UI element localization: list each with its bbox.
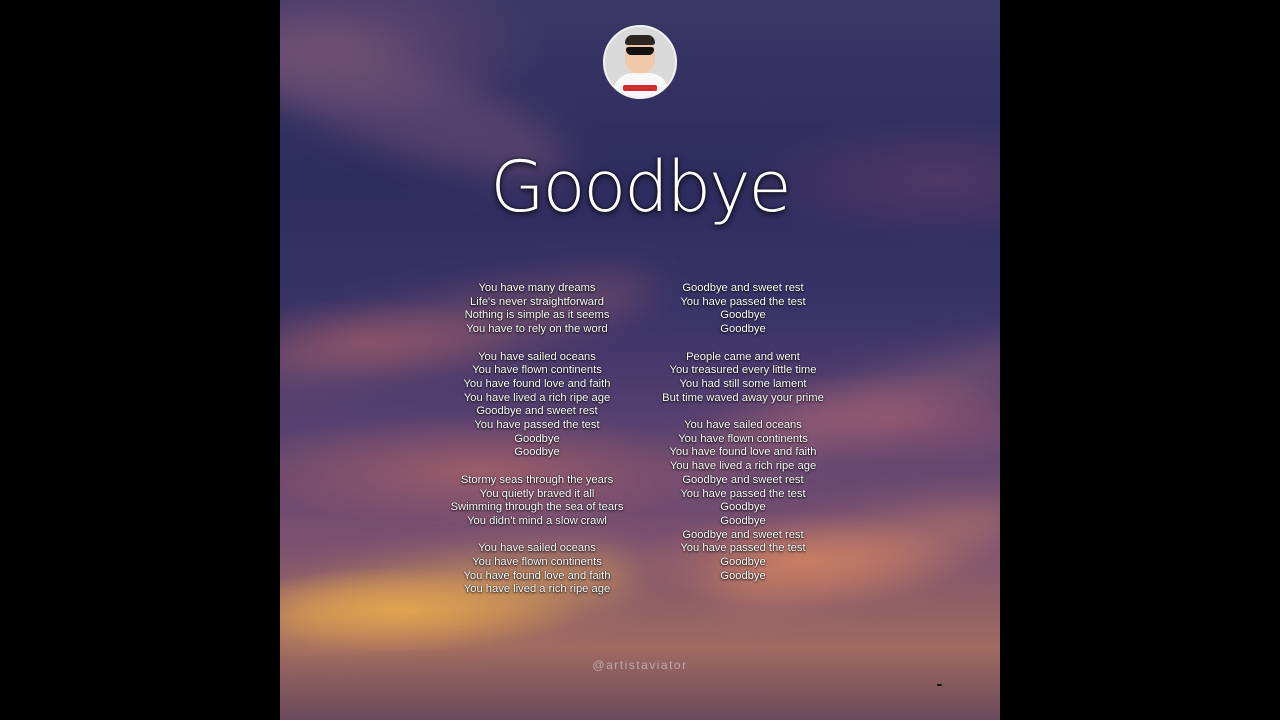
stanza (437, 542, 637, 597)
poem-line: You quietly braved it all (479, 487, 595, 500)
poem-line: You have lived a rich ripe age (463, 583, 611, 596)
poem-line: Goodbye and sweet rest (682, 282, 804, 294)
poem-line: You have flown continents (678, 432, 808, 445)
poem-title: Goodbye (490, 146, 790, 228)
poem-line: You have passed the test (680, 542, 806, 555)
avatar (603, 25, 677, 99)
stanza (643, 282, 843, 337)
poem-line: You have found love and faith (463, 377, 611, 390)
avatar-hair (625, 35, 655, 45)
poem-line: You have passed the test (474, 419, 600, 432)
poem-line: You have flown continents (472, 556, 602, 569)
poem-line: Goodbye (720, 569, 766, 582)
poem-line: You have lived a rich ripe age (463, 391, 611, 404)
stanza (437, 282, 637, 337)
stanza (437, 474, 637, 529)
avatar-shirt-logo (623, 85, 657, 91)
poem-line: Goodbye (720, 501, 766, 514)
poem-line: Goodbye (514, 446, 560, 459)
stanza (437, 351, 637, 461)
poem-line: You had still some lament (679, 377, 807, 390)
poem-line: You have sailed oceans (478, 542, 596, 555)
poem-line: You have lived a rich ripe age (669, 460, 817, 473)
poem-line: Life's never straightforward (470, 295, 604, 308)
poem-line: You have found love and faith (669, 446, 817, 459)
letterbox-right (1000, 0, 1280, 720)
poem-line: Goodbye and sweet rest (476, 405, 598, 418)
poem-line: But time waved away your prime (662, 391, 824, 404)
poem-line: Goodbye (514, 432, 560, 445)
poem-line: You have sailed oceans (478, 350, 596, 363)
sunglasses-icon (626, 47, 654, 55)
poem-line: You didn't mind a slow crawl (467, 514, 607, 527)
poem-line: You have flown continents (472, 364, 602, 377)
poem-line: Goodbye (720, 323, 766, 336)
poem-line: People came and went (686, 350, 800, 363)
sunset-sky-background (280, 0, 1000, 720)
poem-line: Goodbye (720, 556, 766, 569)
poem-line: You have found love and faith (463, 569, 611, 582)
poem-line: Stormy seas through the years (460, 473, 614, 486)
stanza (643, 351, 843, 406)
poem-line: You have passed the test (680, 487, 806, 500)
poem-line: You have many dreams (478, 282, 596, 294)
bird-silhouette (937, 684, 942, 686)
author-handle: @artistaviator (592, 658, 688, 672)
poem-line: Goodbye and sweet rest (682, 528, 804, 541)
poem-line: You have to rely on the word (466, 323, 608, 336)
poem-line: You have passed the test (680, 295, 806, 308)
poem-line: You treasured every little time (669, 364, 817, 377)
poem-line: Swimming through the sea of tears (450, 501, 624, 514)
poem-line: Nothing is simple as it seems (464, 309, 610, 322)
letterbox-left (0, 0, 280, 720)
poem-line: Goodbye (720, 309, 766, 322)
stanza (643, 419, 843, 583)
poem-column-right (643, 282, 843, 597)
poem-line: Goodbye and sweet rest (682, 473, 804, 486)
poem-line: You have sailed oceans (684, 419, 802, 431)
poem-column-left (437, 282, 637, 611)
poem-line: Goodbye (720, 514, 766, 527)
